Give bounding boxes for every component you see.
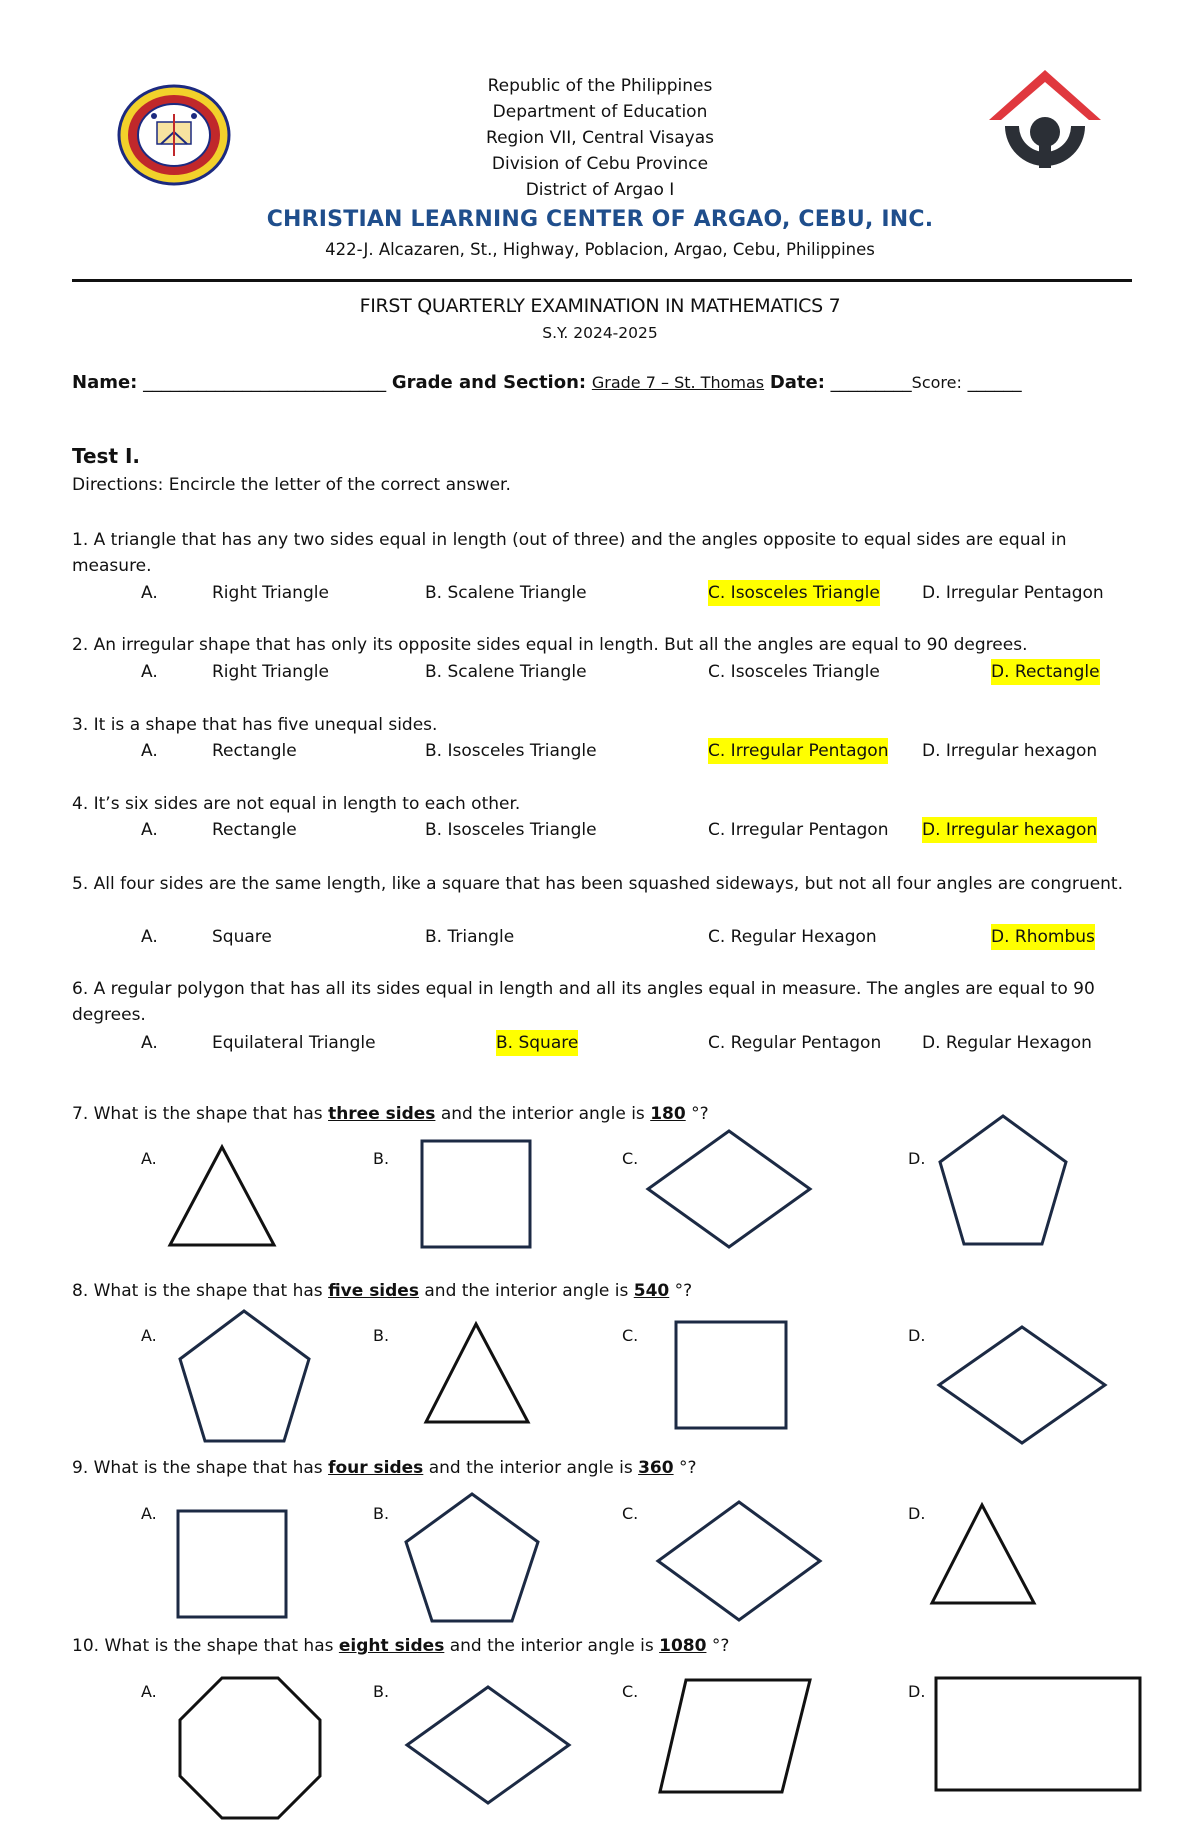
q3-option-d[interactable]: D. Irregular hexagon [922, 741, 1098, 761]
test-title: Test I. [72, 444, 141, 468]
pentagon-icon[interactable] [404, 1492, 540, 1623]
header-line: Region VII, Central Visayas [486, 128, 714, 148]
q5-option-b[interactable]: B. Triangle [425, 927, 515, 947]
pentagon-icon[interactable] [938, 1114, 1068, 1246]
date-blank[interactable]: _________ [830, 372, 912, 393]
rhombus-icon[interactable] [405, 1685, 571, 1805]
q4-option-c[interactable]: C. Irregular Pentagon [708, 820, 889, 840]
school-address: 422-J. Alcazaren, St., Highway, Poblacion, Argao, Cebu, Philippines [325, 240, 875, 259]
name-blank[interactable]: ___________________________ [143, 372, 387, 393]
q7-value: 180 [650, 1104, 686, 1124]
question-8-text: 8. What is the shape that has five sides and the interior angle is 540 °? [72, 1281, 693, 1301]
header-line: Department of Education [492, 102, 708, 122]
q8-choice-c[interactable]: C. [622, 1326, 639, 1345]
triangle-icon[interactable] [424, 1322, 530, 1424]
q7-choice-d[interactable]: D. [908, 1149, 926, 1168]
test-directions: Directions: Encircle the letter of the correct answer. [72, 475, 511, 495]
question-1-text: 1. A triangle that has any two sides equal in length (out of three) and the angles opposite to equal sides are equal in measure. [72, 530, 1067, 576]
q9-key: four sides [328, 1458, 424, 1478]
q8-choice-b[interactable]: B. [373, 1326, 390, 1345]
q9-choice-d[interactable]: D. [908, 1504, 926, 1523]
square-icon[interactable] [420, 1139, 532, 1249]
header-line: Republic of the Philippines [487, 76, 713, 96]
q6-option-b-answer[interactable]: B. Square [496, 1030, 578, 1056]
square-icon[interactable] [176, 1509, 288, 1619]
q8-key: five sides [328, 1281, 419, 1301]
q3-option-c-answer[interactable]: C. Irregular Pentagon [708, 738, 888, 764]
square-icon[interactable] [674, 1320, 788, 1430]
header-divider [72, 279, 1132, 282]
parallelogram-icon[interactable] [658, 1678, 812, 1794]
q9-value: 360 [638, 1458, 674, 1478]
q2-option-b[interactable]: B. Scalene Triangle [425, 662, 587, 682]
q4-option-d-answer[interactable]: D. Irregular hexagon [922, 817, 1097, 843]
q5-option-a[interactable]: A. [141, 927, 158, 947]
octagon-icon[interactable] [178, 1676, 322, 1820]
grade-label: Grade and Section: [391, 372, 587, 393]
header-line: Division of Cebu Province [491, 154, 709, 174]
school-year: S.Y. 2024-2025 [542, 324, 658, 342]
q6-option-c[interactable]: C. Regular Pentagon [708, 1033, 882, 1053]
q7-choice-b[interactable]: B. [373, 1149, 390, 1168]
q2-option-d-answer[interactable]: D. Rectangle [991, 659, 1100, 685]
q2-option-a-text[interactable]: Right Triangle [212, 662, 329, 682]
pentagon-icon[interactable] [178, 1309, 311, 1443]
q7-key: three sides [328, 1104, 436, 1124]
q10-key: eight sides [338, 1636, 445, 1656]
q10-choice-b[interactable]: B. [373, 1682, 390, 1701]
question-5-text: 5. All four sides are the same length, like a square that has been squashed sideways, but not all four angles are congruent. [72, 874, 1123, 894]
question-7-text: 7. What is the shape that has three sides and the interior angle is 180 °? [72, 1104, 709, 1124]
rhombus-icon[interactable] [937, 1325, 1107, 1445]
q8-choice-d[interactable]: D. [908, 1326, 926, 1345]
question-3-text: 3. It is a shape that has five unequal sides. [72, 715, 438, 735]
q8-value: 540 [633, 1281, 670, 1301]
q3-option-b[interactable]: B. Isosceles Triangle [425, 741, 597, 761]
q1-option-a[interactable]: A. [141, 583, 158, 603]
rhombus-icon[interactable] [656, 1500, 822, 1622]
score-blank[interactable]: ______ [967, 372, 1022, 393]
q4-option-a[interactable]: A. [141, 820, 158, 840]
student-info-line [72, 372, 1022, 393]
q2-option-a[interactable]: A. [141, 662, 158, 682]
rectangle-icon[interactable] [934, 1676, 1142, 1792]
q10-choice-d[interactable]: D. [908, 1682, 926, 1701]
q10-choice-c[interactable]: C. [622, 1682, 639, 1701]
q3-option-a-text[interactable]: Rectangle [212, 741, 297, 761]
name-label: Name: [72, 372, 138, 393]
q2-option-c[interactable]: C. Isosceles Triangle [708, 662, 880, 682]
rhombus-icon[interactable] [646, 1129, 812, 1249]
q5-option-c[interactable]: C. Regular Hexagon [708, 927, 877, 947]
question-6-text: 6. A regular polygon that has all its sides equal in length and all its angles equal in measure. The angles are equal to 90 degrees. [72, 979, 1095, 1025]
q9-choice-c[interactable]: C. [622, 1504, 639, 1523]
triangle-icon[interactable] [930, 1503, 1036, 1605]
exam-title: FIRST QUARTERLY EXAMINATION IN MATHEMATICS 7 [359, 295, 841, 317]
q5-option-d-answer[interactable]: D. Rhombus [991, 924, 1095, 950]
q10-choice-a[interactable]: A. [141, 1682, 157, 1701]
question-2-text: 2. An irregular shape that has only its opposite sides equal in length. But all the angles are equal to 90 degrees. [72, 635, 1028, 655]
question-10-text: 10. What is the shape that has eight sides and the interior angle is 1080 °? [72, 1636, 730, 1656]
q7-choice-a[interactable]: A. [141, 1149, 157, 1168]
q5-option-a-text[interactable]: Square [212, 927, 272, 947]
q6-option-d[interactable]: D. Regular Hexagon [922, 1033, 1092, 1053]
question-9-text: 9. What is the shape that has four sides and the interior angle is 360 °? [72, 1458, 697, 1478]
q10-value: 1080 [659, 1636, 707, 1656]
q9-choice-b[interactable]: B. [373, 1504, 390, 1523]
q1-option-d[interactable]: D. Irregular Pentagon [922, 583, 1104, 603]
triangle-icon[interactable] [168, 1145, 278, 1247]
q7-choice-c[interactable]: C. [622, 1149, 639, 1168]
q4-option-a-text[interactable]: Rectangle [212, 820, 297, 840]
q1-option-c-answer[interactable]: C. Isosceles Triangle [708, 580, 880, 606]
q8-choice-a[interactable]: A. [141, 1326, 157, 1345]
header-line: District of Argao I [525, 180, 675, 200]
q6-option-a-text[interactable]: Equilateral Triangle [212, 1033, 376, 1053]
q9-choice-a[interactable]: A. [141, 1504, 157, 1523]
q6-option-a[interactable]: A. [141, 1033, 158, 1053]
school-name: CHRISTIAN LEARNING CENTER OF ARGAO, CEBU, INC. [266, 207, 934, 232]
grade-value: Grade 7 – St. Thomas [591, 373, 765, 392]
q1-option-a-text[interactable]: Right Triangle [212, 583, 329, 603]
q1-option-b[interactable]: B. Scalene Triangle [425, 583, 587, 603]
q3-option-a[interactable]: A. [141, 741, 158, 761]
q4-option-b[interactable]: B. Isosceles Triangle [425, 820, 597, 840]
header-lines [0, 73, 1200, 203]
score-label: Score: [911, 373, 962, 392]
date-label: Date: [769, 372, 825, 393]
question-4-text: 4. It’s six sides are not equal in length to each other. [72, 794, 521, 814]
